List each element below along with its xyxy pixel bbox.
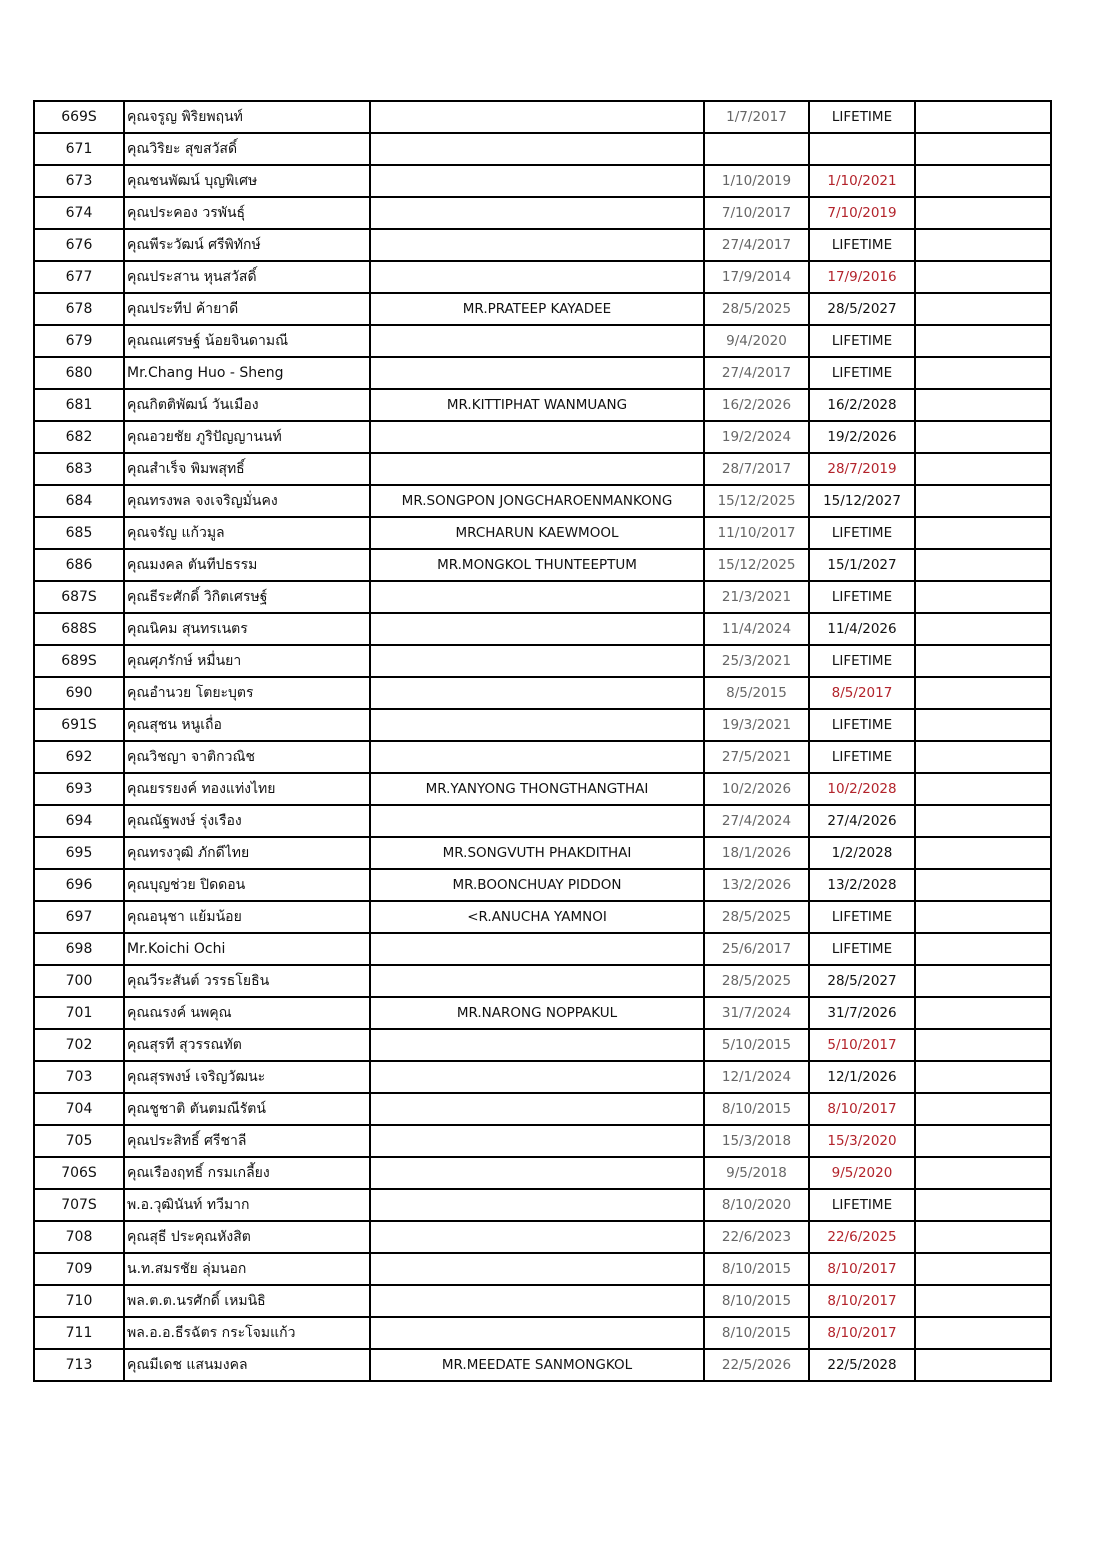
table-row: [34, 997, 1051, 1029]
remarks-cell: [915, 229, 1051, 261]
remarks-cell: [915, 773, 1051, 805]
start-date-cell: 8/10/2015: [704, 1253, 809, 1285]
table-row: [34, 1061, 1051, 1093]
member-name-english-cell: [370, 1221, 704, 1253]
member-name-thai-cell: คุณอวยชัย ภูริปัญญานนท์: [124, 421, 370, 453]
member-name-thai-cell: คุณมงคล ตันทีปธรรม: [124, 549, 370, 581]
start-date-cell: 11/4/2024: [704, 613, 809, 645]
expiry-date-cell: 22/6/2025: [809, 1221, 915, 1253]
member-table-sheet: [33, 100, 1052, 1382]
member-table-body: [34, 101, 1051, 1381]
expiry-date-cell: LIFETIME: [809, 325, 915, 357]
table-row: [34, 165, 1051, 197]
start-date-cell: 12/1/2024: [704, 1061, 809, 1093]
member-number-cell: 697: [34, 901, 124, 933]
start-date-cell: 18/1/2026: [704, 837, 809, 869]
table-row: [34, 1253, 1051, 1285]
expiry-date-cell: 16/2/2028: [809, 389, 915, 421]
member-number-cell: 708: [34, 1221, 124, 1253]
member-name-english-cell: [370, 133, 704, 165]
member-name-english-cell: [370, 421, 704, 453]
member-number-cell: 687S: [34, 581, 124, 613]
member-number-cell: 705: [34, 1125, 124, 1157]
expiry-date-cell: 15/1/2027: [809, 549, 915, 581]
member-name-thai-cell: คุณบุญช่วย ปิดดอน: [124, 869, 370, 901]
remarks-cell: [915, 677, 1051, 709]
start-date-cell: 8/10/2015: [704, 1285, 809, 1317]
member-name-english-cell: [370, 1285, 704, 1317]
member-number-cell: 689S: [34, 645, 124, 677]
remarks-cell: [915, 997, 1051, 1029]
remarks-cell: [915, 1349, 1051, 1381]
member-name-thai-cell: คุณจรูญ พิริยพฤนท์: [124, 101, 370, 133]
start-date-cell: 11/10/2017: [704, 517, 809, 549]
remarks-cell: [915, 1157, 1051, 1189]
member-number-cell: 695: [34, 837, 124, 869]
member-name-thai-cell: คุณอำนวย โตยะบุตร: [124, 677, 370, 709]
table-row: [34, 1157, 1051, 1189]
member-name-thai-cell: คุณชนพัฒน์ บุญพิเศษ: [124, 165, 370, 197]
table-row: [34, 773, 1051, 805]
start-date-cell: 8/10/2015: [704, 1317, 809, 1349]
remarks-cell: [915, 485, 1051, 517]
table-row: [34, 133, 1051, 165]
member-table: [33, 100, 1052, 1382]
member-name-english-cell: [370, 933, 704, 965]
expiry-date-cell: 11/4/2026: [809, 613, 915, 645]
table-row: [34, 1189, 1051, 1221]
table-row: [34, 1093, 1051, 1125]
member-name-thai-cell: คุณพีระวัฒน์ ศรีพิทักษ์: [124, 229, 370, 261]
table-row: [34, 933, 1051, 965]
remarks-cell: [915, 1317, 1051, 1349]
member-name-english-cell: [370, 1253, 704, 1285]
member-name-english-cell: MR.BOONCHUAY PIDDON: [370, 869, 704, 901]
member-name-english-cell: [370, 1093, 704, 1125]
expiry-date-cell: 13/2/2028: [809, 869, 915, 901]
member-name-thai-cell: คุณประคอง วรพันธุ์: [124, 197, 370, 229]
member-name-thai-cell: คุณสำเร็จ พิมพสุทธิ์: [124, 453, 370, 485]
start-date-cell: 15/12/2025: [704, 549, 809, 581]
member-name-thai-cell: คุณนิคม สุนทรเนตร: [124, 613, 370, 645]
expiry-date-cell: LIFETIME: [809, 933, 915, 965]
expiry-date-cell: LIFETIME: [809, 709, 915, 741]
start-date-cell: 22/6/2023: [704, 1221, 809, 1253]
member-name-thai-cell: คุณอนุชา แย้มน้อย: [124, 901, 370, 933]
member-name-english-cell: [370, 613, 704, 645]
remarks-cell: [915, 1061, 1051, 1093]
member-name-thai-cell: คุณมีเดช แสนมงคล: [124, 1349, 370, 1381]
expiry-date-cell: LIFETIME: [809, 101, 915, 133]
member-name-thai-cell: พ.อ.วุฒินันท์ ทวีมาก: [124, 1189, 370, 1221]
member-number-cell: 693: [34, 773, 124, 805]
remarks-cell: [915, 453, 1051, 485]
member-name-english-cell: [370, 261, 704, 293]
start-date-cell: 16/2/2026: [704, 389, 809, 421]
member-name-thai-cell: คุณณเศรษฐ์ น้อยจินดามณี: [124, 325, 370, 357]
member-name-thai-cell: คุณวีระสันต์ วรรธโยธิน: [124, 965, 370, 997]
member-number-cell: 674: [34, 197, 124, 229]
member-name-english-cell: [370, 229, 704, 261]
expiry-date-cell: LIFETIME: [809, 357, 915, 389]
table-row: [34, 517, 1051, 549]
start-date-cell: 27/4/2024: [704, 805, 809, 837]
start-date-cell: 1/10/2019: [704, 165, 809, 197]
expiry-date-cell: 12/1/2026: [809, 1061, 915, 1093]
member-name-english-cell: [370, 1189, 704, 1221]
table-row: [34, 805, 1051, 837]
member-name-thai-cell: คุณสุรพงษ์ เจริญวัฒนะ: [124, 1061, 370, 1093]
start-date-cell: 8/10/2020: [704, 1189, 809, 1221]
member-name-thai-cell: พล.ต.ต.นรศักดิ์ เหมนิธิ: [124, 1285, 370, 1317]
table-row: [34, 645, 1051, 677]
expiry-date-cell: 28/5/2027: [809, 965, 915, 997]
member-name-thai-cell: คุณประสาน หุนสวัสดิ์: [124, 261, 370, 293]
table-row: [34, 101, 1051, 133]
member-name-thai-cell: คุณวิริยะ สุขสวัสดิ์: [124, 133, 370, 165]
member-name-english-cell: [370, 677, 704, 709]
member-number-cell: 709: [34, 1253, 124, 1285]
remarks-cell: [915, 613, 1051, 645]
table-row: [34, 1221, 1051, 1253]
start-date-cell: 21/3/2021: [704, 581, 809, 613]
member-name-english-cell: MR.MEEDATE SANMONGKOL: [370, 1349, 704, 1381]
remarks-cell: [915, 933, 1051, 965]
member-number-cell: 702: [34, 1029, 124, 1061]
member-number-cell: 682: [34, 421, 124, 453]
member-name-thai-cell: คุณณัฐพงษ์ รุ่งเรือง: [124, 805, 370, 837]
expiry-date-cell: [809, 133, 915, 165]
member-name-english-cell: [370, 645, 704, 677]
start-date-cell: 27/4/2017: [704, 357, 809, 389]
table-row: [34, 1029, 1051, 1061]
start-date-cell: 28/5/2025: [704, 293, 809, 325]
member-name-thai-cell: คุณธีระศักดิ์ วิกิตเศรษฐ์: [124, 581, 370, 613]
expiry-date-cell: 27/4/2026: [809, 805, 915, 837]
expiry-date-cell: 8/10/2017: [809, 1285, 915, 1317]
member-name-english-cell: [370, 1029, 704, 1061]
expiry-date-cell: 9/5/2020: [809, 1157, 915, 1189]
table-row: [34, 293, 1051, 325]
member-name-thai-cell: คุณสุธี ประคุณหังสิต: [124, 1221, 370, 1253]
member-name-thai-cell: คุณสุรที สุวรรณทัต: [124, 1029, 370, 1061]
member-name-thai-cell: คุณประสิทธิ์ ศรีชาลี: [124, 1125, 370, 1157]
member-name-thai-cell: คุณณรงค์ นพคุณ: [124, 997, 370, 1029]
member-name-english-cell: [370, 357, 704, 389]
member-name-thai-cell: คุณยรรยงค์ ทองแท่งไทย: [124, 773, 370, 805]
start-date-cell: 19/3/2021: [704, 709, 809, 741]
member-name-thai-cell: คุณชูชาติ ตันตมณีรัตน์: [124, 1093, 370, 1125]
expiry-date-cell: 8/5/2017: [809, 677, 915, 709]
table-row: [34, 1125, 1051, 1157]
member-name-english-cell: [370, 965, 704, 997]
table-row: [34, 741, 1051, 773]
remarks-cell: [915, 1221, 1051, 1253]
member-name-english-cell: MRCHARUN KAEWMOOL: [370, 517, 704, 549]
expiry-date-cell: 28/7/2019: [809, 453, 915, 485]
member-name-english-cell: MR.SONGVUTH PHAKDITHAI: [370, 837, 704, 869]
start-date-cell: 10/2/2026: [704, 773, 809, 805]
start-date-cell: 17/9/2014: [704, 261, 809, 293]
expiry-date-cell: 15/3/2020: [809, 1125, 915, 1157]
start-date-cell: 8/10/2015: [704, 1093, 809, 1125]
member-number-cell: 707S: [34, 1189, 124, 1221]
remarks-cell: [915, 101, 1051, 133]
member-name-english-cell: [370, 101, 704, 133]
member-name-english-cell: <R.ANUCHA YAMNOI: [370, 901, 704, 933]
expiry-date-cell: 8/10/2017: [809, 1253, 915, 1285]
member-number-cell: 677: [34, 261, 124, 293]
expiry-date-cell: LIFETIME: [809, 581, 915, 613]
member-number-cell: 711: [34, 1317, 124, 1349]
member-number-cell: 710: [34, 1285, 124, 1317]
remarks-cell: [915, 1093, 1051, 1125]
member-number-cell: 704: [34, 1093, 124, 1125]
start-date-cell: 28/5/2025: [704, 901, 809, 933]
member-name-english-cell: [370, 741, 704, 773]
member-number-cell: 679: [34, 325, 124, 357]
member-number-cell: 698: [34, 933, 124, 965]
remarks-cell: [915, 517, 1051, 549]
expiry-date-cell: 19/2/2026: [809, 421, 915, 453]
start-date-cell: 19/2/2024: [704, 421, 809, 453]
remarks-cell: [915, 581, 1051, 613]
remarks-cell: [915, 197, 1051, 229]
expiry-date-cell: LIFETIME: [809, 741, 915, 773]
remarks-cell: [915, 869, 1051, 901]
member-number-cell: 669S: [34, 101, 124, 133]
remarks-cell: [915, 837, 1051, 869]
member-name-english-cell: [370, 709, 704, 741]
member-name-english-cell: [370, 1157, 704, 1189]
member-name-english-cell: MR.NARONG NOPPAKUL: [370, 997, 704, 1029]
table-row: [34, 325, 1051, 357]
table-row: [34, 869, 1051, 901]
member-name-english-cell: [370, 453, 704, 485]
remarks-cell: [915, 805, 1051, 837]
start-date-cell: 25/3/2021: [704, 645, 809, 677]
expiry-date-cell: LIFETIME: [809, 517, 915, 549]
remarks-cell: [915, 293, 1051, 325]
table-row: [34, 837, 1051, 869]
member-name-english-cell: [370, 581, 704, 613]
expiry-date-cell: 8/10/2017: [809, 1317, 915, 1349]
member-name-english-cell: MR.KITTIPHAT WANMUANG: [370, 389, 704, 421]
member-name-thai-cell: คุณสุชน หนูเถื่อ: [124, 709, 370, 741]
member-number-cell: 671: [34, 133, 124, 165]
expiry-date-cell: 17/9/2016: [809, 261, 915, 293]
member-name-thai-cell: คุณวิชญา จาติกวณิช: [124, 741, 370, 773]
expiry-date-cell: 8/10/2017: [809, 1093, 915, 1125]
start-date-cell: 27/4/2017: [704, 229, 809, 261]
start-date-cell: 7/10/2017: [704, 197, 809, 229]
remarks-cell: [915, 165, 1051, 197]
member-number-cell: 696: [34, 869, 124, 901]
remarks-cell: [915, 133, 1051, 165]
table-row: [34, 485, 1051, 517]
member-number-cell: 680: [34, 357, 124, 389]
table-row: [34, 357, 1051, 389]
table-row: [34, 965, 1051, 997]
remarks-cell: [915, 1189, 1051, 1221]
start-date-cell: 28/5/2025: [704, 965, 809, 997]
start-date-cell: 1/7/2017: [704, 101, 809, 133]
remarks-cell: [915, 389, 1051, 421]
remarks-cell: [915, 965, 1051, 997]
remarks-cell: [915, 901, 1051, 933]
member-number-cell: 690: [34, 677, 124, 709]
remarks-cell: [915, 357, 1051, 389]
remarks-cell: [915, 1125, 1051, 1157]
table-row: [34, 197, 1051, 229]
table-row: [34, 677, 1051, 709]
member-name-thai-cell: พล.อ.อ.ธีรฉัตร กระโจมแก้ว: [124, 1317, 370, 1349]
remarks-cell: [915, 741, 1051, 773]
expiry-date-cell: LIFETIME: [809, 1189, 915, 1221]
expiry-date-cell: 28/5/2027: [809, 293, 915, 325]
remarks-cell: [915, 549, 1051, 581]
member-number-cell: 703: [34, 1061, 124, 1093]
member-name-thai-cell: Mr.Chang Huo - Sheng: [124, 357, 370, 389]
expiry-date-cell: 5/10/2017: [809, 1029, 915, 1061]
remarks-cell: [915, 1285, 1051, 1317]
member-number-cell: 686: [34, 549, 124, 581]
member-name-english-cell: [370, 325, 704, 357]
start-date-cell: 15/3/2018: [704, 1125, 809, 1157]
expiry-date-cell: 7/10/2019: [809, 197, 915, 229]
member-name-thai-cell: คุณกิตติพัฒน์ วันเมือง: [124, 389, 370, 421]
table-row: [34, 453, 1051, 485]
table-row: [34, 389, 1051, 421]
expiry-date-cell: 1/2/2028: [809, 837, 915, 869]
start-date-cell: 13/2/2026: [704, 869, 809, 901]
start-date-cell: 27/5/2021: [704, 741, 809, 773]
member-name-thai-cell: คุณประทีป ค้ายาดี: [124, 293, 370, 325]
expiry-date-cell: LIFETIME: [809, 645, 915, 677]
member-number-cell: 688S: [34, 613, 124, 645]
expiry-date-cell: 15/12/2027: [809, 485, 915, 517]
remarks-cell: [915, 709, 1051, 741]
table-row: [34, 613, 1051, 645]
start-date-cell: 9/4/2020: [704, 325, 809, 357]
member-name-english-cell: MR.MONGKOL THUNTEEPTUM: [370, 549, 704, 581]
start-date-cell: 5/10/2015: [704, 1029, 809, 1061]
member-name-english-cell: [370, 1125, 704, 1157]
member-number-cell: 713: [34, 1349, 124, 1381]
member-name-english-cell: [370, 805, 704, 837]
member-number-cell: 681: [34, 389, 124, 421]
member-name-english-cell: MR.SONGPON JONGCHAROENMANKONG: [370, 485, 704, 517]
table-row: [34, 1317, 1051, 1349]
start-date-cell: 9/5/2018: [704, 1157, 809, 1189]
expiry-date-cell: LIFETIME: [809, 229, 915, 261]
member-number-cell: 676: [34, 229, 124, 261]
member-name-english-cell: MR.PRATEEP KAYADEE: [370, 293, 704, 325]
member-name-english-cell: [370, 1317, 704, 1349]
member-name-thai-cell: Mr.Koichi Ochi: [124, 933, 370, 965]
start-date-cell: 8/5/2015: [704, 677, 809, 709]
table-row: [34, 229, 1051, 261]
member-name-english-cell: [370, 197, 704, 229]
member-number-cell: 691S: [34, 709, 124, 741]
expiry-date-cell: 22/5/2028: [809, 1349, 915, 1381]
member-name-english-cell: [370, 165, 704, 197]
expiry-date-cell: LIFETIME: [809, 901, 915, 933]
start-date-cell: 31/7/2024: [704, 997, 809, 1029]
table-row: [34, 1349, 1051, 1381]
member-name-thai-cell: คุณศุภรักษ์ หมื่นยา: [124, 645, 370, 677]
member-name-thai-cell: คุณทรงวุฒิ ภักดีไทย: [124, 837, 370, 869]
member-name-thai-cell: คุณทรงพล จงเจริญมั่นคง: [124, 485, 370, 517]
start-date-cell: 25/6/2017: [704, 933, 809, 965]
remarks-cell: [915, 1253, 1051, 1285]
member-number-cell: 694: [34, 805, 124, 837]
start-date-cell: 28/7/2017: [704, 453, 809, 485]
table-row: [34, 901, 1051, 933]
member-number-cell: 684: [34, 485, 124, 517]
member-number-cell: 700: [34, 965, 124, 997]
table-row: [34, 581, 1051, 613]
remarks-cell: [915, 421, 1051, 453]
remarks-cell: [915, 1029, 1051, 1061]
expiry-date-cell: 31/7/2026: [809, 997, 915, 1029]
member-name-thai-cell: คุณจรัญ แก้วมูล: [124, 517, 370, 549]
member-number-cell: 701: [34, 997, 124, 1029]
member-number-cell: 683: [34, 453, 124, 485]
table-row: [34, 261, 1051, 293]
start-date-cell: 15/12/2025: [704, 485, 809, 517]
remarks-cell: [915, 325, 1051, 357]
table-row: [34, 709, 1051, 741]
member-name-english-cell: MR.YANYONG THONGTHANGTHAI: [370, 773, 704, 805]
member-number-cell: 678: [34, 293, 124, 325]
member-name-thai-cell: น.ท.สมรชัย ลุ่มนอก: [124, 1253, 370, 1285]
member-name-thai-cell: คุณเรืองฤทธิ์ กรมเกลี้ยง: [124, 1157, 370, 1189]
table-row: [34, 549, 1051, 581]
start-date-cell: [704, 133, 809, 165]
remarks-cell: [915, 645, 1051, 677]
expiry-date-cell: 10/2/2028: [809, 773, 915, 805]
member-number-cell: 673: [34, 165, 124, 197]
member-name-english-cell: [370, 1061, 704, 1093]
start-date-cell: 22/5/2026: [704, 1349, 809, 1381]
expiry-date-cell: 1/10/2021: [809, 165, 915, 197]
remarks-cell: [915, 261, 1051, 293]
member-number-cell: 685: [34, 517, 124, 549]
table-row: [34, 1285, 1051, 1317]
member-number-cell: 692: [34, 741, 124, 773]
table-row: [34, 421, 1051, 453]
member-number-cell: 706S: [34, 1157, 124, 1189]
